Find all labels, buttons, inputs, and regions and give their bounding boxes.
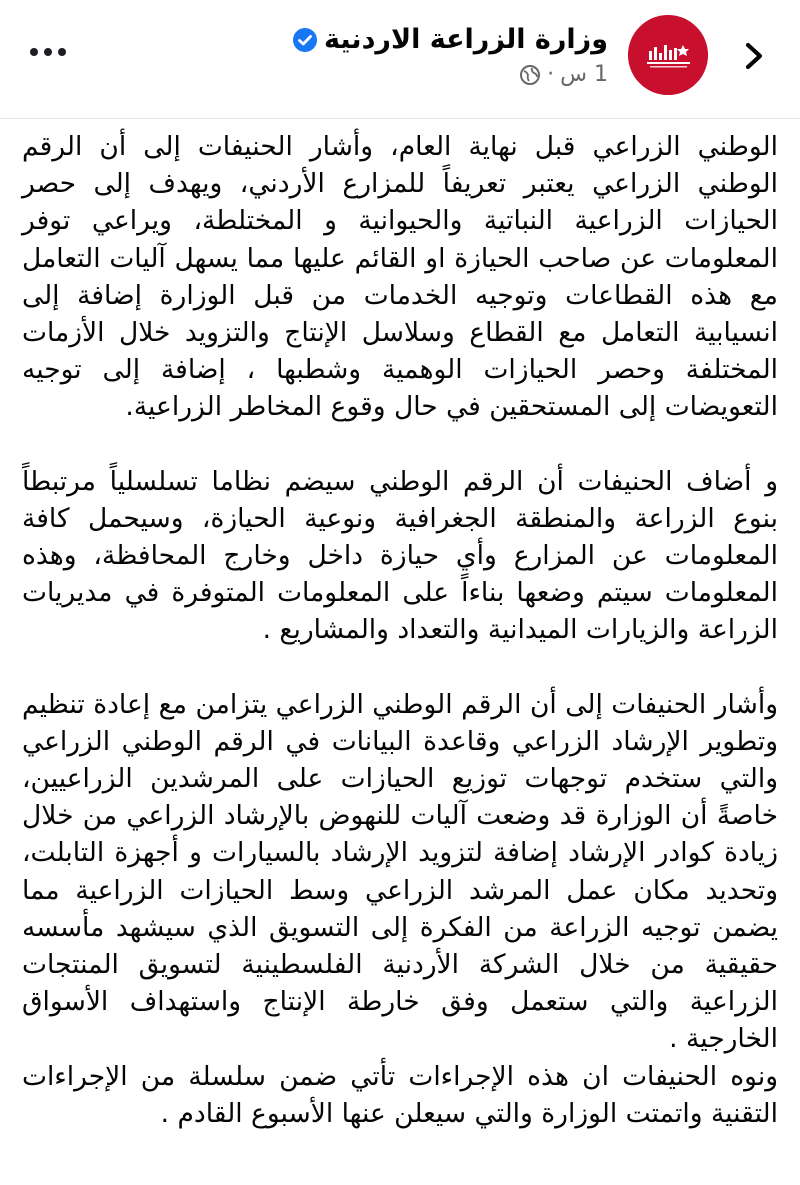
verified-badge-icon [292, 27, 318, 53]
page-name[interactable]: وزارة الزراعة الاردنية [324, 24, 608, 55]
more-dot [58, 48, 66, 56]
more-dot [30, 48, 38, 56]
chevron-left-icon [741, 40, 767, 72]
page-name-row [292, 24, 608, 55]
post-body [22, 128, 778, 1132]
post-time[interactable]: 1 س [560, 62, 608, 87]
post-paragraph: الوطني الزراعي قبل نهاية العام، وأشار الحنيفات إلى أن الرقم الوطني الزراعي يعتبر تعريفاً للمزارع الأردني، ويهدف إلى حصر الحيازات الزراعية النباتية والحيوانية و المختلطة، ويراعي توفر المعلومات عن صاحب الحيازة او القائم عليها مما يسهل آليات التعامل مع هذه القطاعات وتوجيه الخدمات من قبل الوزارة إضافة إلى انسيابية التعامل مع القطاع وسلاسل الإنتاج والتزويد خلال الأزمات المختلفة وحصر الحيازات الوهمية وشطبها ، إضافة إلى توجيه التعويضات إلى المستحقين في حال وقوع المخاطر الزراعية. [22, 131, 778, 423]
post-paragraph: وأشار الحنيفات إلى أن الرقم الوطني الزراعي يتزامن مع إعادة تنظيم وتطوير الإرشاد الزراعي وقاعدة البيانات في الرقم الوطني الزراعي والتي ستخدم توجهات توزيع الحيازات على المرشدين الزراعيين، خاصةً أن الوزارة قد وضعت آليات للنهوض بالإرشاد الزراعي من خلال زيادة كوادر الإرشاد إضافة لتزويد الإرشاد بالسيارات و أجهزة التابلت، وتحديد مكان عمل المرشد الزراعي وسط الحيازات الزراعية مما يضمن توجيه الزراعة من الفكرة إلى التسويق الذي سيشهد مأسسه حقيقية من خلال الشركة الأردنية الفلسطينية لتسويق المنتجات الزراعية والتي ستعمل وفق خارطة الإنتاج واستهداف الأسواق الخارجية . [22, 688, 778, 1055]
separator-dot: · [547, 62, 555, 87]
back-button[interactable] [734, 34, 774, 78]
globe-icon[interactable] [519, 64, 541, 86]
post-paragraph: ونوه الحنيفات ان هذه الإجراءات تأتي ضمن سلسلة من الإجراءات التقنية واتمتت الوزارة والتي سيعلن عنها الأسبوع القادم . [22, 1060, 778, 1129]
more-dot [44, 48, 52, 56]
page-avatar[interactable] [628, 15, 708, 95]
post-meta [519, 62, 608, 87]
post-header [0, 0, 800, 119]
post-paragraph: و أضاف الحنيفات أن الرقم الوطني سيضم نظاما تسلسلياً مرتبطاً بنوع الزراعة والمنطقة الجغرافية ونوعية الحيازة، وسيحمل كافة المعلومات عن المزارع وأي حيازة داخل وخارج المحافظة، وهذه المعلومات سيتم وضعها بناءاً على المعلومات المتوفرة في مديريات الزراعة والزيارات الميدانية والتعداد والمشاريع . [22, 465, 778, 646]
ministry-logo-icon [628, 15, 708, 95]
paragraph-gap [22, 649, 778, 686]
paragraph-gap [22, 426, 778, 463]
more-options-button[interactable] [26, 34, 70, 70]
